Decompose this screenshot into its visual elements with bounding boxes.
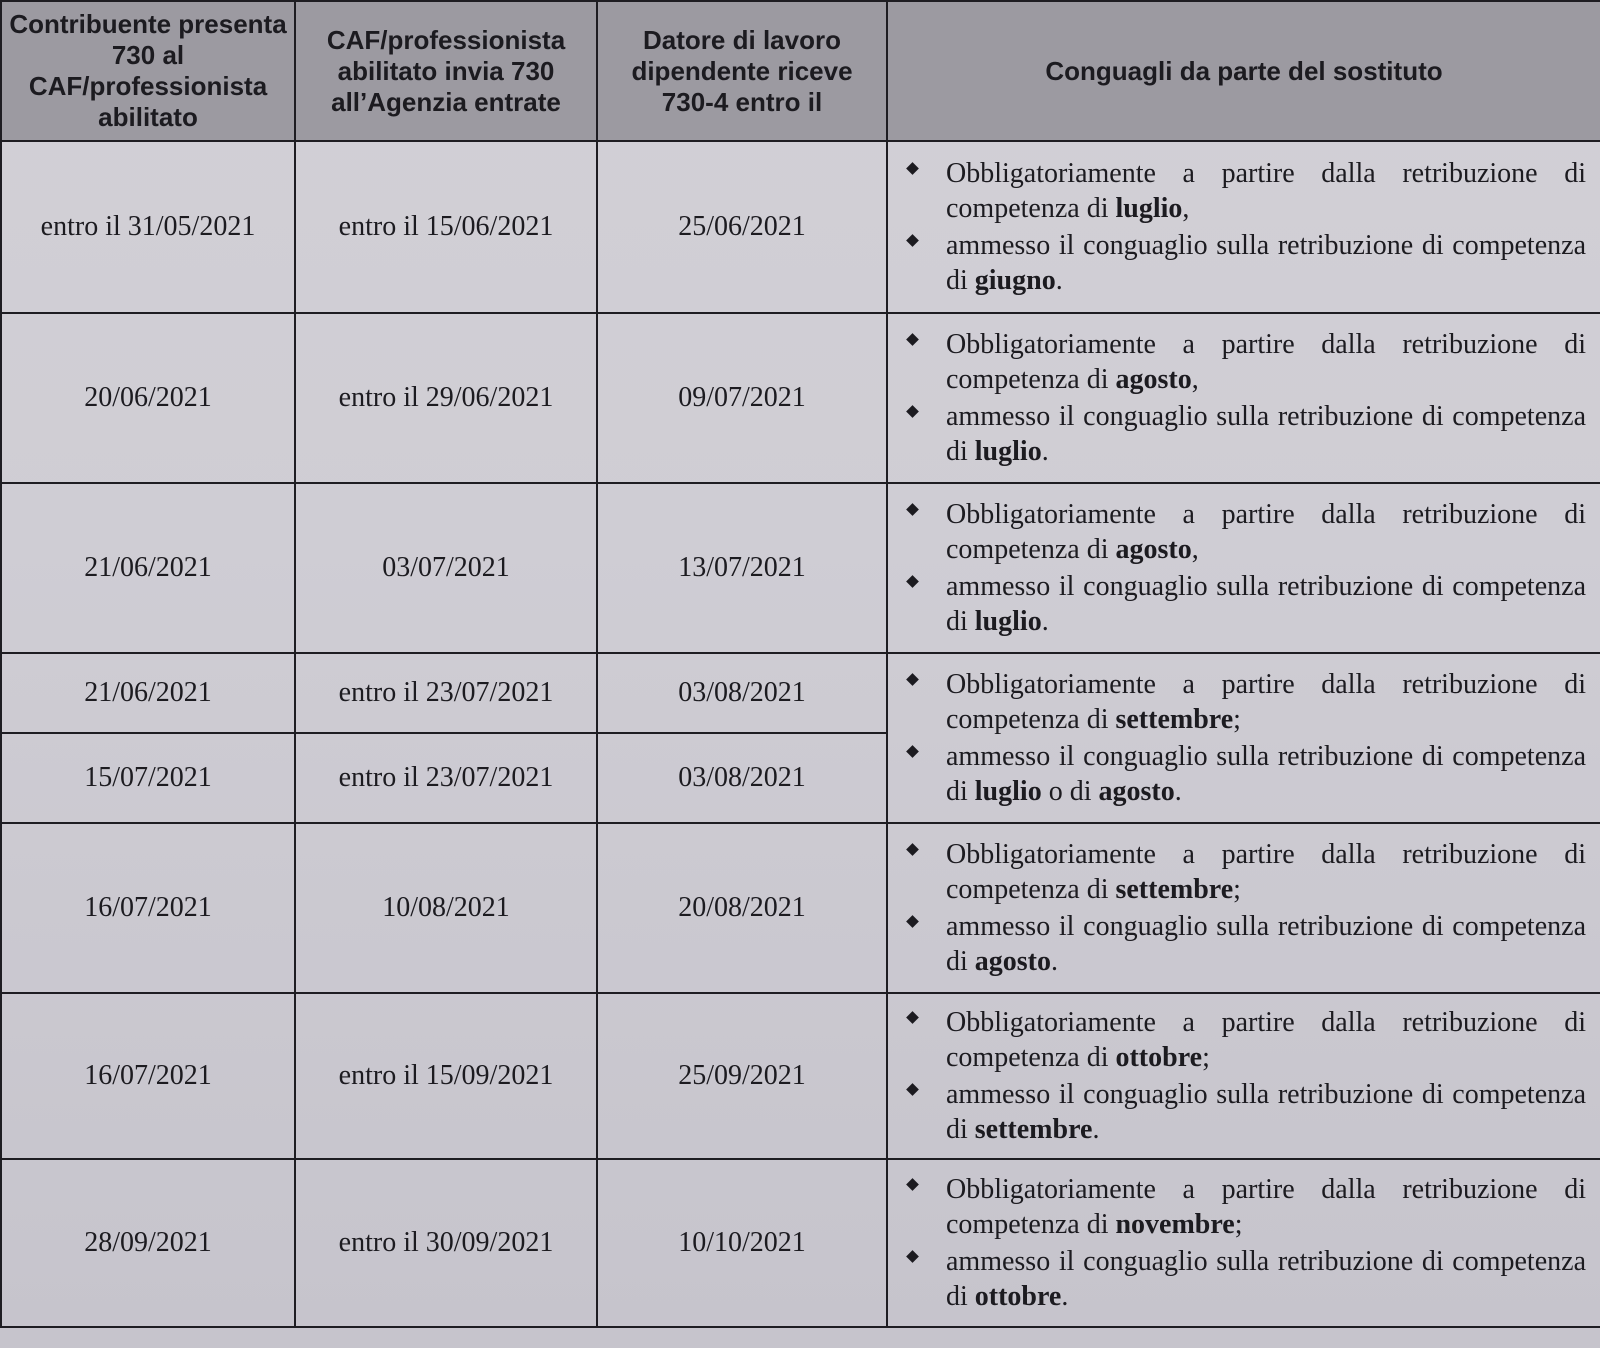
cell-conguagli — [887, 993, 1600, 1159]
header-riceve: Datore di lavoro dipendente riceve 730-4 entro il — [597, 1, 887, 141]
diamond-bullet-icon — [906, 843, 919, 856]
list-item — [906, 909, 1586, 979]
mandatory-phrase: Obbligatoriamente a partire dalla retribuzione di competenza di — [946, 669, 1586, 735]
mandatory-phrase: Obbligatoriamente a partire dalla retribuzione di competenza di — [946, 329, 1586, 395]
list-item — [906, 497, 1586, 567]
table-row — [1, 993, 1600, 1159]
month-allowed: agosto — [974, 946, 1052, 977]
mandatory-phrase: Obbligatoriamente a partire dalla retribuzione di competenza di — [946, 158, 1586, 224]
header-row — [1, 1, 1600, 141]
month-mandatory: luglio — [1115, 193, 1183, 224]
cell-riceve: 03/08/2021 — [597, 653, 887, 733]
allowed-phrase: ammesso il conguaglio sulla retribuzione di competenza di — [946, 1079, 1586, 1145]
cell-invia: entro il 23/07/2021 — [295, 733, 597, 823]
allowed-phrase: ammesso il conguaglio sulla retribuzione di competenza di — [946, 401, 1586, 467]
header-invia: CAF/professionista abilitato invia 730 all’Agenzia entrate — [295, 1, 597, 141]
list-item — [906, 1077, 1586, 1147]
list-item — [906, 667, 1586, 737]
punctuation: , — [1191, 364, 1199, 395]
allowed-phrase: ammesso il conguaglio sulla retribuzione di competenza di — [946, 230, 1586, 296]
cell-invia: entro il 30/09/2021 — [295, 1159, 597, 1327]
cell-riceve: 09/07/2021 — [597, 313, 887, 483]
table-row — [1, 483, 1600, 653]
diamond-bullet-icon — [906, 915, 919, 928]
cell-presenta: entro il 31/05/2021 — [1, 141, 295, 313]
list-item — [906, 1005, 1586, 1075]
punctuation: . — [1055, 265, 1063, 296]
cell-conguagli — [887, 483, 1600, 653]
header-conguagli: Conguagli da parte del sostituto — [887, 1, 1600, 141]
month-mandatory: agosto — [1115, 534, 1192, 565]
table-row — [1, 313, 1600, 483]
cell-invia: entro il 23/07/2021 — [295, 653, 597, 733]
cell-presenta: 28/09/2021 — [1, 1159, 295, 1327]
conguagli-list — [906, 667, 1586, 809]
mandatory-phrase: Obbligatoriamente a partire dalla retribuzione di competenza di — [946, 1007, 1586, 1073]
diamond-bullet-icon — [906, 745, 919, 758]
diamond-bullet-icon — [906, 234, 919, 247]
cell-presenta: 21/06/2021 — [1, 653, 295, 733]
allowed-phrase: ammesso il conguaglio sulla retribuzione di competenza di — [946, 1246, 1586, 1312]
punctuation: . — [1041, 606, 1049, 637]
list-item — [906, 1172, 1586, 1242]
cell-riceve: 25/06/2021 — [597, 141, 887, 313]
cell-riceve: 13/07/2021 — [597, 483, 887, 653]
month-mandatory: novembre — [1115, 1209, 1235, 1240]
month-mandatory: settembre — [1115, 704, 1234, 735]
list-item — [906, 739, 1586, 809]
cell-conguagli — [887, 823, 1600, 993]
mandatory-phrase: Obbligatoriamente a partire dalla retribuzione di competenza di — [946, 839, 1586, 905]
list-item — [906, 327, 1586, 397]
diamond-bullet-icon — [906, 1178, 919, 1191]
header-presenta: Contribuente presenta 730 al CAF/professionista abilitato — [1, 1, 295, 141]
conguagli-list — [906, 327, 1586, 469]
punctuation: , — [1182, 193, 1190, 224]
punctuation: ; — [1234, 1209, 1243, 1240]
month-mandatory: settembre — [1115, 874, 1234, 905]
list-item — [906, 569, 1586, 639]
cell-conguagli — [887, 141, 1600, 313]
diamond-bullet-icon — [906, 1250, 919, 1263]
conguagli-list — [906, 1172, 1586, 1314]
cell-presenta: 15/07/2021 — [1, 733, 295, 823]
diamond-bullet-icon — [906, 575, 919, 588]
cell-riceve: 20/08/2021 — [597, 823, 887, 993]
cell-presenta: 21/06/2021 — [1, 483, 295, 653]
punctuation: . — [1174, 776, 1182, 807]
allowed-phrase: ammesso il conguaglio sulla retribuzione di competenza di — [946, 741, 1586, 807]
month-mandatory: agosto — [1115, 364, 1192, 395]
list-item — [906, 399, 1586, 469]
mandatory-phrase: Obbligatoriamente a partire dalla retribuzione di competenza di — [946, 1174, 1586, 1240]
month-allowed: settembre — [974, 1114, 1093, 1145]
cell-conguagli — [887, 1159, 1600, 1327]
cell-riceve: 10/10/2021 — [597, 1159, 887, 1327]
cell-invia: 10/08/2021 — [295, 823, 597, 993]
table-row — [1, 653, 1600, 733]
cell-conguagli — [887, 653, 1600, 823]
table-row — [1, 823, 1600, 993]
conguagli-list — [906, 837, 1586, 979]
allowed-phrase: ammesso il conguaglio sulla retribuzione di competenza di — [946, 571, 1586, 637]
cell-presenta: 16/07/2021 — [1, 993, 295, 1159]
cell-invia: 03/07/2021 — [295, 483, 597, 653]
month-allowed-alt: agosto — [1098, 776, 1175, 807]
diamond-bullet-icon — [906, 1011, 919, 1024]
month-mandatory: ottobre — [1115, 1042, 1203, 1073]
punctuation: , — [1191, 534, 1199, 565]
month-allowed: giugno — [974, 265, 1056, 296]
punctuation: . — [1051, 946, 1059, 977]
punctuation: . — [1041, 436, 1049, 467]
cell-riceve: 03/08/2021 — [597, 733, 887, 823]
list-item — [906, 156, 1586, 226]
punctuation: ; — [1233, 874, 1241, 905]
or-word: o di — [1041, 776, 1099, 807]
cell-invia: entro il 15/06/2021 — [295, 141, 597, 313]
conguagli-list — [906, 497, 1586, 639]
table-row — [1, 1159, 1600, 1327]
month-allowed: luglio — [974, 776, 1042, 807]
punctuation: . — [1061, 1281, 1069, 1312]
diamond-bullet-icon — [906, 673, 919, 686]
month-allowed: luglio — [974, 436, 1042, 467]
cell-riceve: 25/09/2021 — [597, 993, 887, 1159]
punctuation: . — [1092, 1114, 1100, 1145]
diamond-bullet-icon — [906, 1083, 919, 1096]
diamond-bullet-icon — [906, 503, 919, 516]
cell-presenta: 16/07/2021 — [1, 823, 295, 993]
list-item — [906, 837, 1586, 907]
punctuation: ; — [1202, 1042, 1210, 1073]
cell-conguagli — [887, 313, 1600, 483]
conguagli-list — [906, 1005, 1586, 1147]
month-allowed: luglio — [974, 606, 1042, 637]
list-item — [906, 228, 1586, 298]
list-item — [906, 1244, 1586, 1314]
month-allowed: ottobre — [974, 1281, 1062, 1312]
cell-invia: entro il 15/09/2021 — [295, 993, 597, 1159]
mandatory-phrase: Obbligatoriamente a partire dalla retribuzione di competenza di — [946, 499, 1586, 565]
diamond-bullet-icon — [906, 405, 919, 418]
diamond-bullet-icon — [906, 162, 919, 175]
cell-invia: entro il 29/06/2021 — [295, 313, 597, 483]
punctuation: ; — [1233, 704, 1241, 735]
cell-presenta: 20/06/2021 — [1, 313, 295, 483]
conguagli-list — [906, 156, 1586, 298]
table-row — [1, 141, 1600, 313]
diamond-bullet-icon — [906, 333, 919, 346]
allowed-phrase: ammesso il conguaglio sulla retribuzione di competenza di — [946, 911, 1586, 977]
